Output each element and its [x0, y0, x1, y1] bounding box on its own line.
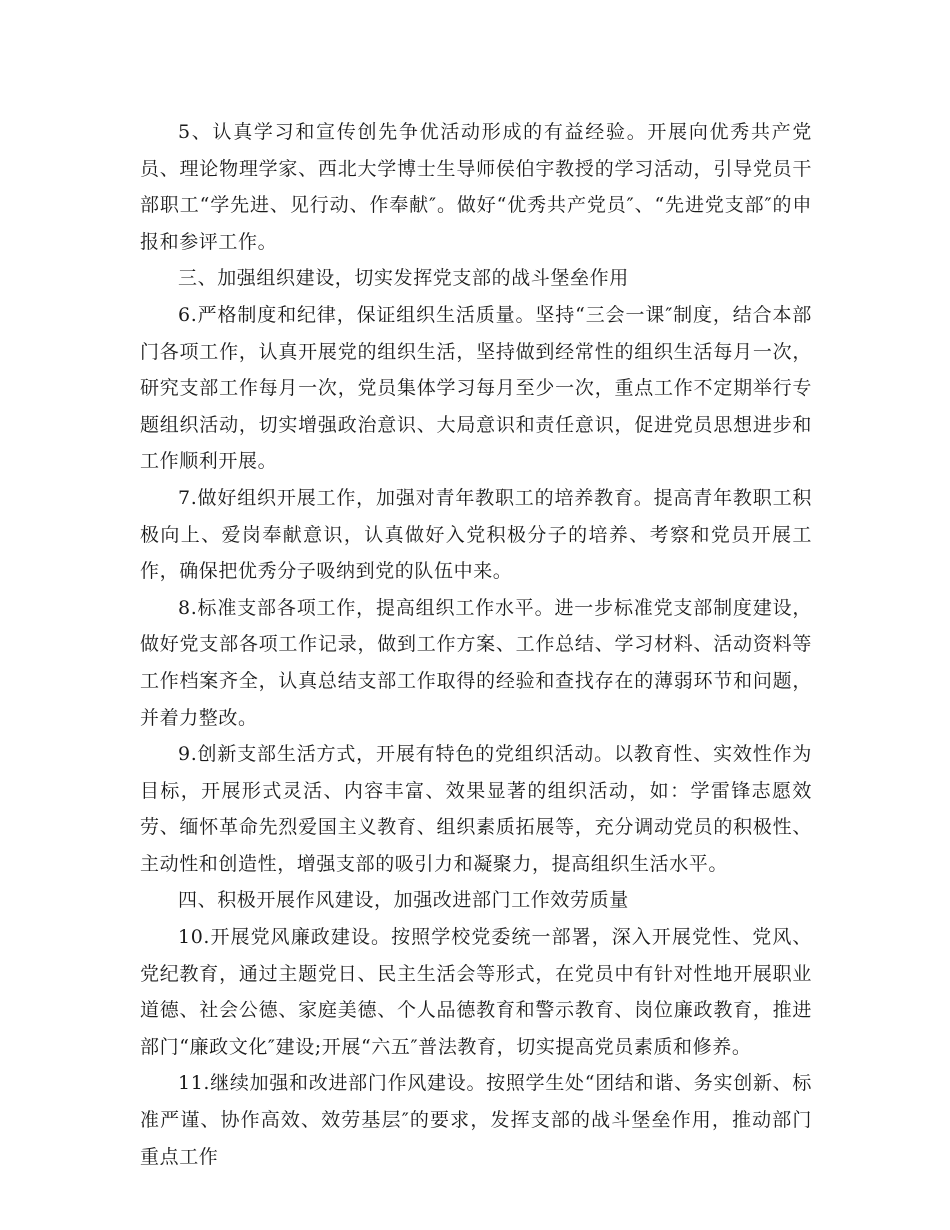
- paragraph-item-5: 5、认真学习和宣传创先争优活动形成的有益经验。开展向优秀共产党员、理论物理学家、西北大学博士生导师侯伯宇教授的学习活动，引导党员干部职工“学先进、见行动、作奉献″。做好“优秀共产党员″、“先进党支部″的申报和参评工作。: [140, 121, 812, 253]
- section-heading-4: 四、积极开展作风建设，加强改进部门工作效劳质量: [178, 889, 629, 912]
- paragraph-item-9: 9.创新支部生活方式，开展有特色的党组织活动。以教育性、实效性作为目标，开展形式灵活、内容丰富、效果显著的组织活动，如：学雷锋志愿效劳、缅怀革命先烈爱国主义教育、组织素质拓展等，充分调动党员的积极性、主动性和创造性，增强支部的吸引力和凝聚力，提高组织生活水平。: [140, 743, 812, 875]
- section-heading-3: 三、加强组织建设，切实发挥党支部的战斗堡垒作用: [178, 267, 629, 290]
- paragraph-item-6: 6.严格制度和纪律，保证组织生活质量。坚持“三会一课″制度，结合本部门各项工作，认真开展党的组织生活，坚持做到经常性的组织生活每月一次，研究支部工作每月一次，党员集体学习每月至少一次，重点工作不定期举行专题组织活动，切实增强政治意识、大局意识和责任意识，促进党员思想进步和工作顺利开展。: [140, 303, 812, 473]
- paragraph-item-10: 10.开展党风廉政建设。按照学校党委统一部署，深入开展党性、党风、党纪教育，通过主题党日、民主生活会等形式，在党员中有针对性地开展职业道德、社会公德、家庭美德、个人品德教育和警示教育、岗位廉政教育，推进部门“廉政文化″建设;开展“六五″普法教育，切实提高党员素质和修养。: [140, 926, 812, 1058]
- document-body: [140, 114, 812, 1175]
- paragraph-item-7: 7.做好组织开展工作，加强对青年教职工的培养教育。提高青年教职工积极向上、爱岗奉献意识，认真做好入党积极分子的培养、考察和党员开展工作，确保把优秀分子吸纳到党的队伍中来。: [140, 486, 812, 583]
- paragraph-item-11: 11.继续加强和改进部门作风建设。按照学生处“团结和谐、务实创新、标准严谨、协作高效、效劳基层″的要求，发挥支部的战斗堡垒作用，推动部门重点工作: [140, 1072, 812, 1168]
- paragraph-item-8: 8.标准支部各项工作，提高组织工作水平。进一步标准党支部制度建设，做好党支部各项工作记录，做到工作方案、工作总结、学习材料、活动资料等工作档案齐全，认真总结支部工作取得的经验和查找存在的薄弱环节和问题，并着力整改。: [140, 596, 812, 729]
